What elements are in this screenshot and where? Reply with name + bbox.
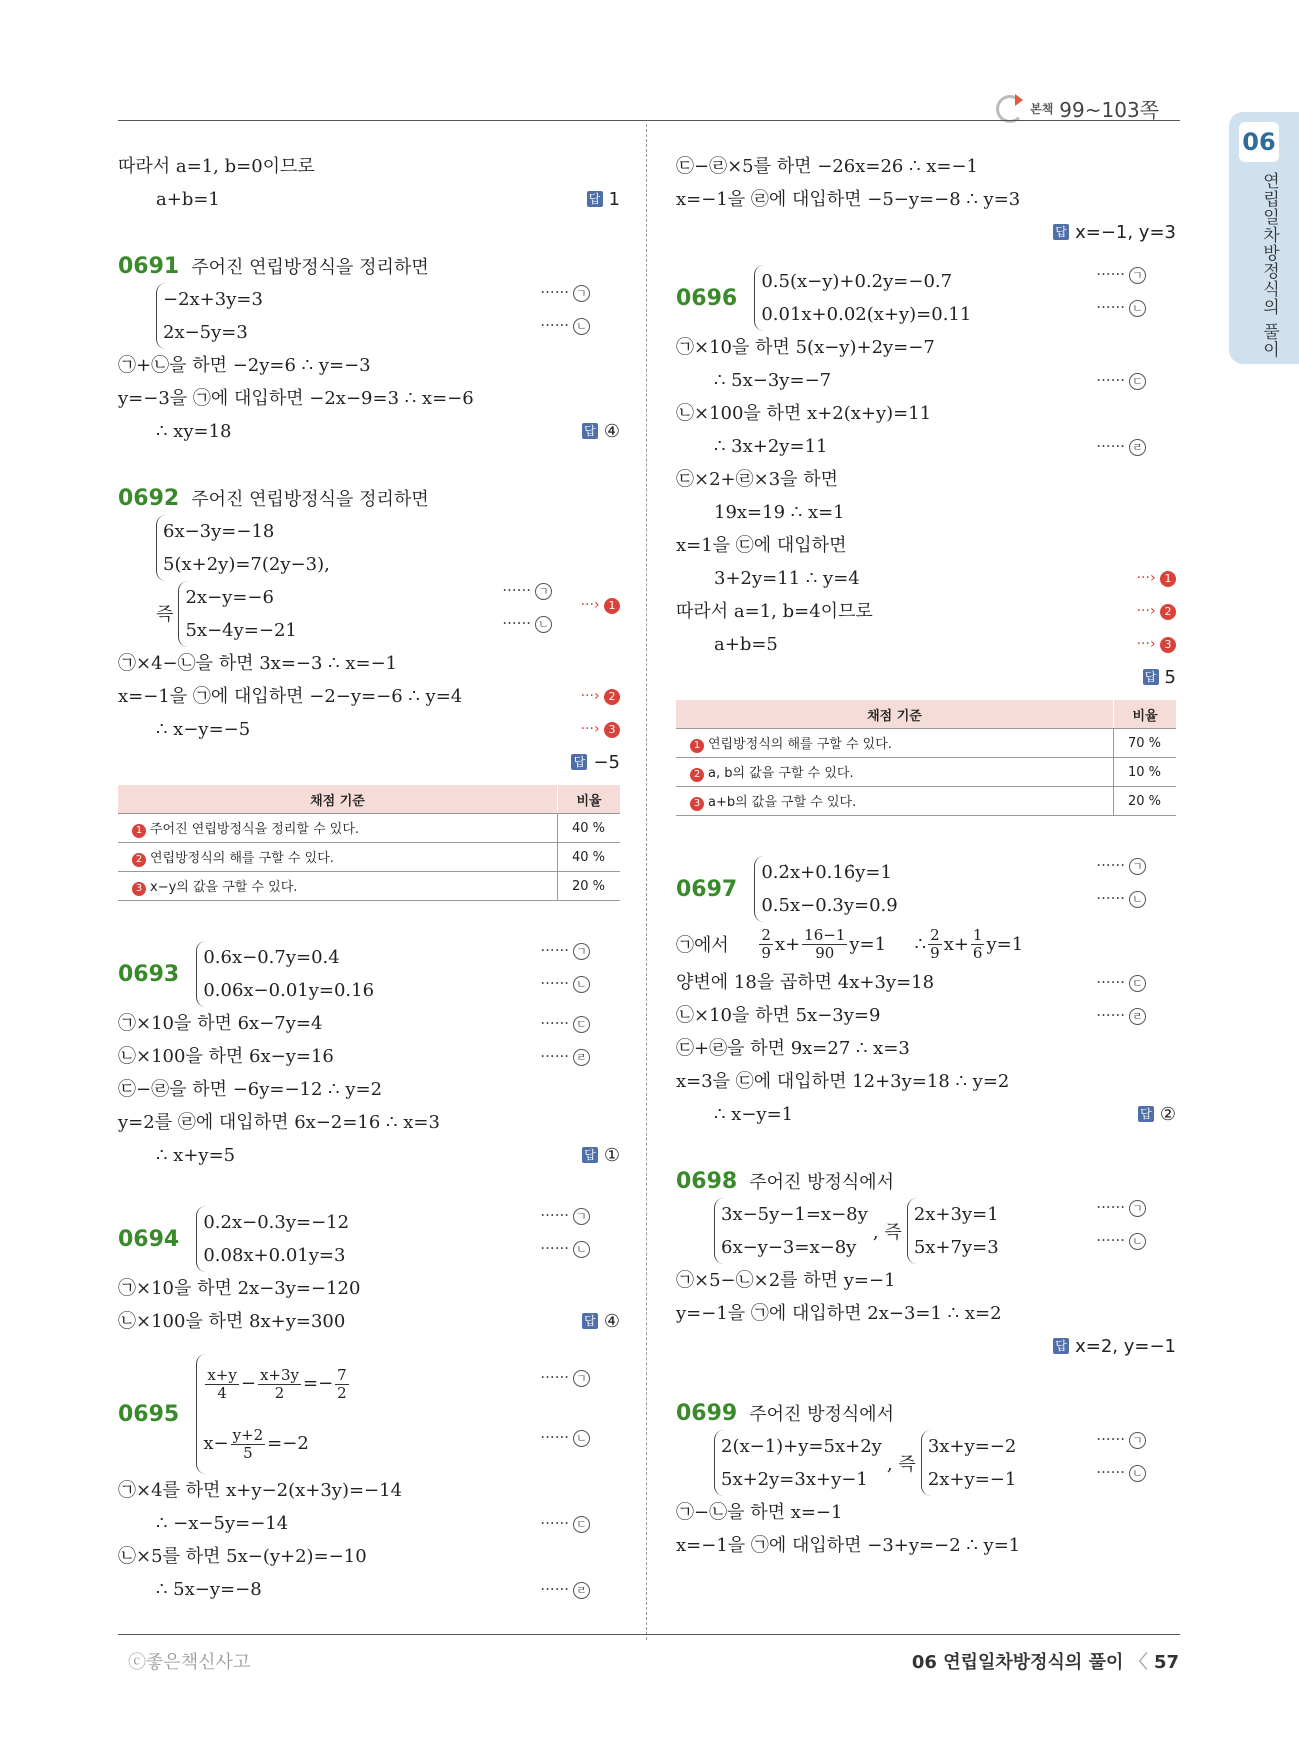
text-line: ㉢−㉣을 하면 −6y=−12 ∴ y=2 [118, 1079, 383, 1100]
text-line: ㉠−㉡을 하면 x=−1 [676, 1502, 843, 1523]
answer-value: ④ [603, 1311, 620, 1332]
answer-value: 1 [608, 189, 620, 210]
answer-line [676, 216, 1176, 249]
mark-1: ······ ㄱ [1096, 1430, 1146, 1449]
step-marker: ···› 2 [581, 680, 620, 713]
grading-row [118, 814, 620, 843]
text-line-wrap [118, 1305, 620, 1338]
text-line: x=−1을 ㉠에 대입하면 −3+y=−2 ∴ y=1 [676, 1535, 1021, 1556]
problem-number: 0697 [676, 876, 738, 902]
problem-number: 0691 [118, 254, 180, 279]
ratio-cell: 20 % [1114, 787, 1177, 816]
text-line: ㉡×100을 하면 x+2(x+y)=11 [676, 403, 932, 424]
mark-2: ······ ㄴ [1096, 889, 1146, 908]
equation: x− $\frac{y+2}{5}$ =−2 [203, 1425, 309, 1462]
equation-system [676, 1430, 1176, 1496]
criteria-cell: 1 연립방정식의 해를 구할 수 있다. [676, 729, 1114, 758]
problem-title: 주어진 연립방정식을 정리하면 [191, 257, 429, 278]
criteria-text: a+b의 값을 구할 수 있다. [708, 795, 857, 810]
spacer [676, 1131, 1176, 1165]
mark-1: ······ ㄱ [1096, 265, 1146, 284]
answer-icon: 답 [1053, 1338, 1069, 1354]
fraction: $\frac{2}{9}$ [761, 925, 771, 962]
text-line: a+b=5 [714, 634, 778, 655]
problem-header [676, 1165, 1176, 1198]
equation-text: 5(x+2y)=7(2y−3) [163, 554, 325, 575]
answer-line [118, 746, 620, 779]
text-line: ∴ xy=18 [156, 421, 232, 442]
text-line: y=−1을 ㉠에 대입하면 2x−3=1 ∴ x=2 [676, 1303, 1002, 1324]
answer-icon: 답 [1053, 224, 1069, 240]
system-brace [714, 1430, 882, 1496]
text-line: 따라서 a=1, b=0이므로 [118, 156, 315, 177]
ratio-cell: 40 % [558, 814, 621, 843]
criteria-text: 연립방정식의 해를 구할 수 있다. [150, 851, 334, 866]
criteria-cell: 3 x−y의 값을 구할 수 있다. [118, 872, 558, 901]
prefix: 즉 [156, 603, 174, 625]
mark-2: ······ ㄴ [540, 1428, 590, 1447]
equation: 0.5x−0.3y=0.9 [761, 895, 898, 916]
mark-3: ······ ㄷ [540, 1507, 590, 1540]
problem-title: 주어진 연립방정식을 정리하면 [191, 489, 429, 510]
equation: 3x+y=−2 [927, 1436, 1017, 1457]
equation-text: 6x−3y=−18 [163, 521, 275, 542]
text-line-wrap [676, 562, 1176, 595]
fraction: $\frac{x+3y}{2}$ [259, 1365, 299, 1402]
criteria-cell: 1 주어진 연립방정식을 정리할 수 있다. [118, 814, 558, 843]
text-line: ㉠×4를 하면 x+y−2(x+3y)=−14 [118, 1480, 403, 1501]
text-line-wrap [676, 628, 1176, 661]
text-line: x=1을 ㉢에 대입하면 [676, 535, 847, 556]
fraction: $\frac{y+2}{5}$ [232, 1425, 264, 1462]
equation: 0.5(x−y)+0.2y=−0.7 [761, 271, 953, 292]
spacer [118, 216, 620, 250]
problem-0695 [118, 1354, 620, 1474]
answer-icon: 답 [587, 191, 603, 207]
text-line: ∴ x−y=1 [714, 1104, 794, 1125]
answer-icon: 답 [582, 423, 598, 439]
equation [163, 283, 263, 316]
problem-title: 주어진 방정식에서 [749, 1172, 895, 1193]
equation: 0.06x−0.01y=0.16 [203, 980, 375, 1001]
equation: 5x+7y=3 [913, 1237, 999, 1258]
text-line: 3+2y=11 ∴ y=4 [714, 568, 860, 589]
text-line-wrap [118, 1040, 620, 1073]
mark-3: ······ ㄷ [1096, 364, 1146, 397]
text-line-wrap [118, 415, 620, 448]
mark-3: ······ ㄷ [540, 1007, 590, 1040]
text-line: ㉡×100을 하면 6x−y=16 [118, 1046, 334, 1067]
answer [582, 1139, 620, 1172]
text-line: ∴ −x−5y=−14 [156, 1513, 289, 1534]
mark-2: ······ ㄴ [1096, 1463, 1146, 1482]
system-brace [921, 1430, 1016, 1496]
mark-1: ······ ㄱ [540, 1206, 590, 1225]
equation-text: 2x−5y=3 [163, 322, 248, 343]
equation: $\frac{x+y}{4}$ − $\frac{x+3y}{2}$ =− $\frac{7}{2}$ [207, 1365, 347, 1402]
grading-table [676, 700, 1176, 816]
equation: 0.2̇x+0.16̇y=1 [761, 862, 892, 883]
publisher-credit: ⓒ좋은책신사고 [128, 1652, 251, 1673]
grading-header [676, 700, 1176, 729]
text-line: x=−1을 ㉣에 대입하면 −5−y=−8 ∴ y=3 [676, 189, 1021, 210]
grading-row [118, 843, 620, 872]
equation [163, 316, 263, 349]
text-line-wrap [118, 1573, 620, 1606]
equation: 2x+y=−1 [927, 1469, 1017, 1490]
text-line: 19x=19 ∴ x=1 [714, 502, 845, 523]
problem-0694 [118, 1206, 620, 1272]
equation: 3x−5y−1=x−8y [721, 1204, 868, 1225]
text-line: ㉠×4−㉡을 하면 3x=−3 ∴ x=−1 [118, 653, 398, 674]
criteria-cell: 2 a, b의 값을 구할 수 있다. [676, 758, 1114, 787]
fraction: $\frac{7}{2}$ [337, 1365, 347, 1402]
ratio-header: 비율 [1114, 700, 1177, 729]
problem-number: 0694 [118, 1226, 180, 1252]
mark-4: ······ ㄹ [540, 1573, 590, 1606]
text-line: ㉠×10을 하면 2x−3y=−120 [118, 1278, 361, 1299]
spacer [118, 448, 620, 482]
equation [185, 614, 296, 647]
problem-number: 0696 [676, 285, 738, 311]
system-brace [178, 581, 296, 647]
ratio-cell: 40 % [558, 843, 621, 872]
grading-header [118, 785, 620, 814]
text-line-wrap [118, 1139, 620, 1172]
criteria-text: a, b의 값을 구할 수 있다. [708, 766, 854, 781]
text-line: ㉠×10을 하면 5(x−y)+2y=−7 [676, 337, 935, 358]
answer-line [676, 1330, 1176, 1363]
text-line: ∴ 5x−3y=−7 [714, 370, 832, 391]
mark-2: ······ ㄴ [1096, 298, 1146, 317]
text-line: a+b=1 [156, 189, 220, 210]
mark-2: ······ ㄴ [502, 614, 552, 633]
bottom-rule [118, 1634, 1180, 1635]
fraction: $\frac{1}{6}$ [972, 925, 983, 962]
spacer [118, 1172, 620, 1206]
ratio-header: 비율 [558, 785, 621, 814]
grading-row [676, 729, 1176, 758]
text-line: ㉢−㉣×5를 하면 −26x=26 ∴ x=−1 [676, 156, 979, 177]
grading-row [118, 872, 620, 901]
equation-text: 2x−y=−6 [185, 587, 274, 608]
problem-0696 [676, 265, 1176, 331]
mark-2: ······ ㄴ [540, 974, 590, 993]
spacer [676, 822, 1176, 856]
criteria-cell: 2 연립방정식의 해를 구할 수 있다. [118, 843, 558, 872]
back-arrow-icon [996, 95, 1024, 123]
problem-number: 0699 [676, 1401, 738, 1426]
problem-header [118, 482, 620, 515]
mark-4: ······ ㄹ [1096, 999, 1146, 1032]
mark-1: ······ ㄱ [1096, 856, 1146, 875]
text-line: ㉡×100을 하면 8x+y=300 [118, 1311, 346, 1332]
text-line: ∴ 3x+2y=11 [714, 436, 828, 457]
system-brace [907, 1198, 999, 1264]
equation-text: −2x+3y=3 [163, 289, 263, 310]
step-marker: ···› 1 [1137, 562, 1176, 595]
text-line-wrap [676, 999, 1176, 1032]
criteria-header: 채점 기준 [118, 785, 558, 814]
footer-chapter: 06 연립일차방정식의 풀이 [911, 1652, 1124, 1673]
criteria-text: x−y의 값을 구할 수 있다. [150, 880, 298, 895]
text-line-wrap [676, 364, 1176, 397]
text-line-wrap [118, 183, 620, 216]
text-line: ㉠+㉡을 하면 −2y=6 ∴ y=−3 [118, 355, 371, 376]
step-marker: ···› 1 [581, 597, 620, 614]
criteria-text: 주어진 연립방정식을 정리할 수 있다. [150, 822, 360, 837]
mark-4: ······ ㄹ [1096, 430, 1146, 463]
answer [582, 415, 620, 448]
text-line-wrap [118, 680, 620, 713]
step-marker: ···› 3 [1137, 628, 1176, 661]
system-brace [156, 515, 330, 581]
text-line: 양변에 18을 곱하면 4x+3y=18 [676, 972, 935, 993]
criteria-cell: 3 a+b의 값을 구할 수 있다. [676, 787, 1114, 816]
system-brace [196, 1354, 350, 1474]
equation: 2x+3y=1 [913, 1204, 999, 1225]
problem-title: 주어진 방정식에서 [749, 1404, 895, 1425]
answer-icon: 답 [1138, 1106, 1154, 1122]
text-line: ㉡×5를 하면 5x−(y+2)=−10 [118, 1546, 367, 1567]
mark-2: ······ ㄴ [540, 316, 590, 335]
text-line-wrap [118, 1507, 620, 1540]
system-brace [156, 283, 263, 349]
step-marker: ···› 3 [581, 713, 620, 746]
grading-table [118, 785, 620, 901]
text-line: ㉡×10을 하면 5x−3y=9 [676, 1005, 881, 1026]
system-brace [714, 1198, 868, 1264]
chapter-tab [1229, 112, 1299, 364]
answer [1138, 1098, 1176, 1131]
equation-system [676, 1198, 1176, 1264]
answer [571, 746, 620, 779]
equation [185, 581, 296, 614]
column-divider [646, 124, 647, 1640]
text-line: ∴ x−y=−5 [156, 719, 251, 740]
ratio-cell: 10 % [1114, 758, 1177, 787]
fraction: $\frac{x+y}{4}$ [207, 1365, 237, 1402]
mark-3: ······ ㄷ [1096, 966, 1146, 999]
answer [1053, 216, 1176, 249]
mark-1: ······ ㄱ [502, 581, 552, 600]
equation: 5x+2y=3x+y−1 [721, 1469, 868, 1490]
problem-number: 0693 [118, 961, 180, 987]
system-brace [754, 265, 971, 331]
left-column [118, 150, 620, 1606]
text-line-wrap [676, 595, 1176, 628]
text-line: ㉢+㉣을 하면 9x=27 ∴ x=3 [676, 1038, 910, 1059]
right-column [676, 150, 1176, 1562]
problem-number: 0692 [118, 486, 180, 511]
equation: 2(x−1)+y=5x+2y [721, 1436, 882, 1457]
mark-1: ······ ㄱ [540, 283, 590, 302]
reference-pages: 99~103쪽 [1059, 98, 1159, 122]
prefix: , 즉 [886, 1454, 916, 1475]
answer [1143, 661, 1176, 694]
mark-2: ······ ㄴ [1096, 1231, 1146, 1250]
reference-label: 본책 [1030, 102, 1054, 116]
equation: 5(x+2y)=7(2y−3), [163, 554, 330, 575]
text-line-wrap [676, 430, 1176, 463]
equation: 0.01x+0.02(x+y)=0.11 [761, 304, 972, 325]
chapter-number: 06 [1239, 122, 1279, 162]
problem-header [118, 250, 620, 283]
criteria-header: 채점 기준 [676, 700, 1114, 729]
text-line: ∴ 5x−y=−8 [156, 1579, 262, 1600]
text-line: ㉢×2+㉣×3을 하면 [676, 469, 839, 490]
page-footer [912, 1648, 1179, 1674]
text-line: y=−3을 ㉠에 대입하면 −2x−9=3 ∴ x=−6 [118, 388, 474, 409]
mark-2: ······ ㄴ [540, 1239, 590, 1258]
equation-system [118, 581, 620, 647]
spacer [676, 1363, 1176, 1397]
problem-0693 [118, 941, 620, 1007]
answer [1053, 1330, 1176, 1363]
answer-value: 5 [1164, 667, 1176, 688]
equation-system [118, 515, 620, 581]
spacer [676, 249, 1176, 265]
fraction-line: ㉠에서 $\frac{2}{9}$ x+ $\frac{16-1}{90}$ y=1 ∴ $\frac{2}{9}$ x+ $\frac{1}{6}$ y=1 [676, 925, 1024, 962]
text-line: ㉠×10을 하면 6x−7y=4 [118, 1013, 323, 1034]
text-line-wrap [118, 713, 620, 746]
system-brace [196, 941, 374, 1007]
page-number: 57 [1153, 1652, 1179, 1673]
answer-value: −5 [593, 752, 620, 773]
equation: 6x−y−3=x−8y [721, 1237, 857, 1258]
chapter-title: 연립일차방정식의 풀이 [1259, 172, 1279, 359]
text-line: 따라서 a=1, b=4이므로 [676, 601, 873, 622]
text-line-wrap [118, 1007, 620, 1040]
problem-number: 0695 [118, 1401, 180, 1427]
answer-icon: 답 [582, 1147, 598, 1163]
grading-row [676, 758, 1176, 787]
answer-line [676, 661, 1176, 694]
equation: 0.2x−0.3y=−12 [203, 1212, 350, 1233]
problem-header [676, 1397, 1176, 1430]
answer-icon: 답 [582, 1313, 598, 1329]
step-marker: ···› 2 [1137, 595, 1176, 628]
mark-1: ······ ㄱ [540, 941, 590, 960]
mark-1: ······ ㄱ [540, 1368, 590, 1387]
answer-value: ① [603, 1145, 620, 1166]
text-line: x=3을 ㉢에 대입하면 12+3y=18 ∴ y=2 [676, 1071, 1010, 1092]
equation: 0.08x+0.01y=3 [203, 1245, 346, 1266]
system-brace [754, 856, 897, 922]
grading-row [676, 787, 1176, 816]
mark-1: ······ ㄱ [1096, 1198, 1146, 1217]
ratio-cell: 70 % [1114, 729, 1177, 758]
fraction: $\frac{2}{9}$ [930, 925, 940, 962]
equation-text: 5x−4y=−21 [185, 620, 297, 641]
ratio-cell: 20 % [558, 872, 621, 901]
text-line-wrap [676, 966, 1176, 999]
mark-4: ······ ㄹ [540, 1040, 590, 1073]
equation [163, 515, 330, 548]
spacer [118, 907, 620, 941]
text-line: ㉠×5−㉡×2를 하면 y=−1 [676, 1270, 896, 1291]
text-line: ∴ x+y=5 [156, 1145, 236, 1166]
chevron-left-icon: 〈 [1129, 1652, 1148, 1673]
text-line: y=2를 ㉣에 대입하면 6x−2=16 ∴ x=3 [118, 1112, 440, 1133]
fraction: $\frac{16-1}{90}$ [804, 925, 846, 962]
prefix: , 즉 [872, 1222, 902, 1243]
answer-icon: 답 [1143, 669, 1159, 685]
problem-0697 [676, 856, 1176, 922]
text-line-wrap [676, 1098, 1176, 1131]
answer-icon: 답 [571, 754, 587, 770]
answer-value: x=2, y=−1 [1075, 1336, 1176, 1357]
answer-value: ④ [603, 421, 620, 442]
answer [582, 1305, 620, 1338]
problem-number: 0698 [676, 1169, 738, 1194]
criteria-text: 연립방정식의 해를 구할 수 있다. [708, 737, 892, 752]
answer-value: ② [1159, 1104, 1176, 1125]
textbook-reference [996, 94, 1159, 123]
text-line: x=−1을 ㉠에 대입하면 −2−y=−6 ∴ y=4 [118, 686, 463, 707]
system-brace [196, 1206, 349, 1272]
answer [587, 183, 620, 216]
equation: 0.6x−0.7y=0.4 [203, 947, 340, 968]
answer-value: x=−1, y=3 [1075, 222, 1176, 243]
spacer [118, 1338, 620, 1354]
